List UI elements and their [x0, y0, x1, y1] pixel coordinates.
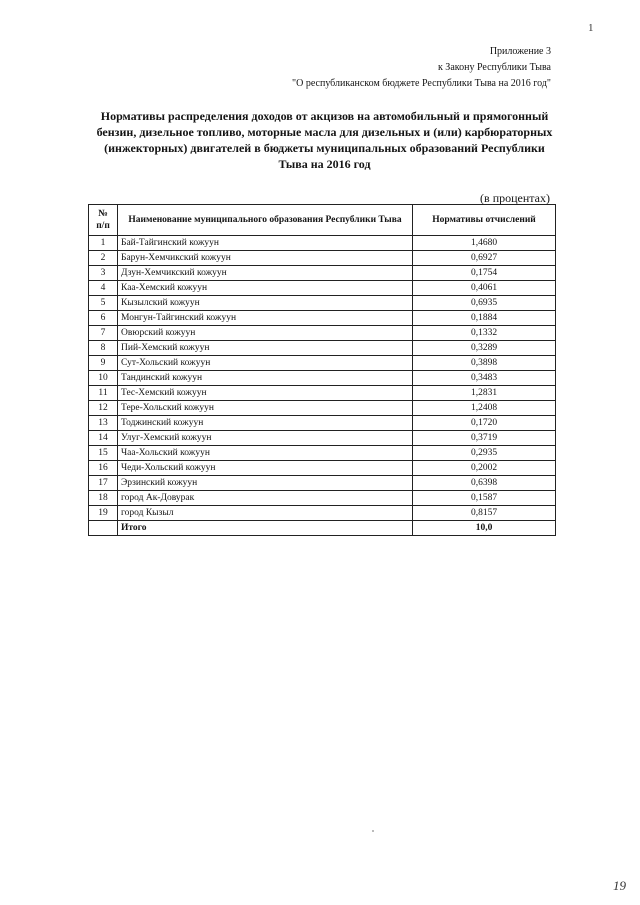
table-row: [89, 266, 556, 281]
row-value: 0,4061: [413, 281, 556, 296]
table-row: [89, 341, 556, 356]
row-value: 1,2408: [413, 401, 556, 416]
row-number: 2: [89, 251, 118, 266]
row-value: 1,4680: [413, 236, 556, 251]
row-value: 1,2831: [413, 386, 556, 401]
row-name: Тоджинский кожуун: [118, 416, 413, 431]
table-row: [89, 281, 556, 296]
table-row: [89, 236, 556, 251]
row-value: 0,1754: [413, 266, 556, 281]
row-name: Тес-Хемский кожуун: [118, 386, 413, 401]
row-name: Тандинский кожуун: [118, 371, 413, 386]
header-name: Наименование муниципального образования Республики Тыва: [118, 205, 413, 236]
row-name: город Ак-Довурак: [118, 491, 413, 506]
table-row: [89, 431, 556, 446]
header-number-line1: №: [98, 209, 108, 219]
table-row: [89, 491, 556, 506]
appendix-law-title: "О республиканском бюджете Республики Тыва на 2016 год": [292, 78, 551, 89]
table-row: [89, 461, 556, 476]
row-value: 0,1884: [413, 311, 556, 326]
row-number: 14: [89, 431, 118, 446]
row-name: Овюрский кожуун: [118, 326, 413, 341]
row-number: 19: [89, 506, 118, 521]
row-name: Пий-Хемский кожуун: [118, 341, 413, 356]
header-value: Нормативы отчислений: [413, 205, 556, 236]
table-row: [89, 356, 556, 371]
row-number: 4: [89, 281, 118, 296]
row-number: 9: [89, 356, 118, 371]
row-name: Чеди-Хольский кожуун: [118, 461, 413, 476]
row-value: 0,2002: [413, 461, 556, 476]
row-number: 7: [89, 326, 118, 341]
table-row: [89, 251, 556, 266]
row-value: 0,3483: [413, 371, 556, 386]
row-value: 0,6935: [413, 296, 556, 311]
row-number: 17: [89, 476, 118, 491]
units-note: (в процентах): [480, 191, 550, 205]
row-value: 0,8157: [413, 506, 556, 521]
row-value: 0,1720: [413, 416, 556, 431]
row-name: Каа-Хемский кожуун: [118, 281, 413, 296]
row-name: Монгун-Тайгинский кожуун: [118, 311, 413, 326]
row-name: Бай-Тайгинский кожуун: [118, 236, 413, 251]
total-label: Итого: [118, 521, 413, 536]
table-row: [89, 506, 556, 521]
scan-artifact: [372, 830, 374, 832]
table-row: [89, 371, 556, 386]
row-value: 0,3898: [413, 356, 556, 371]
row-name: Чаа-Хольский кожуун: [118, 446, 413, 461]
row-value: 0,6927: [413, 251, 556, 266]
row-number: 13: [89, 416, 118, 431]
row-value: 0,1332: [413, 326, 556, 341]
row-name: Эрзинский кожуун: [118, 476, 413, 491]
table-body: [89, 236, 556, 521]
table-row: [89, 326, 556, 341]
row-value: 0,3719: [413, 431, 556, 446]
row-number: 5: [89, 296, 118, 311]
row-number: 12: [89, 401, 118, 416]
row-value: 0,2935: [413, 446, 556, 461]
row-name: Улуг-Хемский кожуун: [118, 431, 413, 446]
row-name: Тере-Хольский кожуун: [118, 401, 413, 416]
row-value: 0,6398: [413, 476, 556, 491]
table-header-row: [89, 205, 556, 236]
row-name: Барун-Хемчикский кожуун: [118, 251, 413, 266]
row-number: 3: [89, 266, 118, 281]
row-name: Сут-Хольский кожуун: [118, 356, 413, 371]
row-name: город Кызыл: [118, 506, 413, 521]
corner-mark: 1: [588, 22, 594, 34]
table-row: [89, 416, 556, 431]
appendix-law: к Закону Республики Тыва: [437, 62, 551, 73]
row-number: 16: [89, 461, 118, 476]
table-row: [89, 446, 556, 461]
table-row: [89, 401, 556, 416]
appendix-label: Приложение 3: [489, 46, 551, 57]
row-number: 18: [89, 491, 118, 506]
row-value: 0,3289: [413, 341, 556, 356]
document-title: Нормативы распределения доходов от акцизов на автомобильный и прямогонный бензин, дизельное топливо, моторные масла для дизельных и (или) карбюраторных (инжекторных) двигателей в бюджеты муниципальных образований Республики Тыва на 2016 год: [96, 109, 553, 171]
table-row: [89, 476, 556, 491]
table-row: [89, 386, 556, 401]
total-row: [89, 521, 556, 536]
header-number-line2: п/п: [96, 221, 110, 231]
row-number: 15: [89, 446, 118, 461]
row-number: 10: [89, 371, 118, 386]
row-number: 1: [89, 236, 118, 251]
table-row: [89, 296, 556, 311]
total-number-cell: [89, 521, 118, 536]
header-number: [89, 205, 118, 236]
table-row: [89, 311, 556, 326]
row-name: Дзун-Хемчикский кожуун: [118, 266, 413, 281]
row-number: 8: [89, 341, 118, 356]
total-value: 10,0: [413, 521, 556, 536]
row-number: 11: [89, 386, 118, 401]
row-number: 6: [89, 311, 118, 326]
row-value: 0,1587: [413, 491, 556, 506]
page-number: 19: [613, 878, 626, 893]
row-name: Кызылский кожуун: [118, 296, 413, 311]
norms-table: [88, 204, 556, 536]
appendix-header: [292, 44, 551, 92]
